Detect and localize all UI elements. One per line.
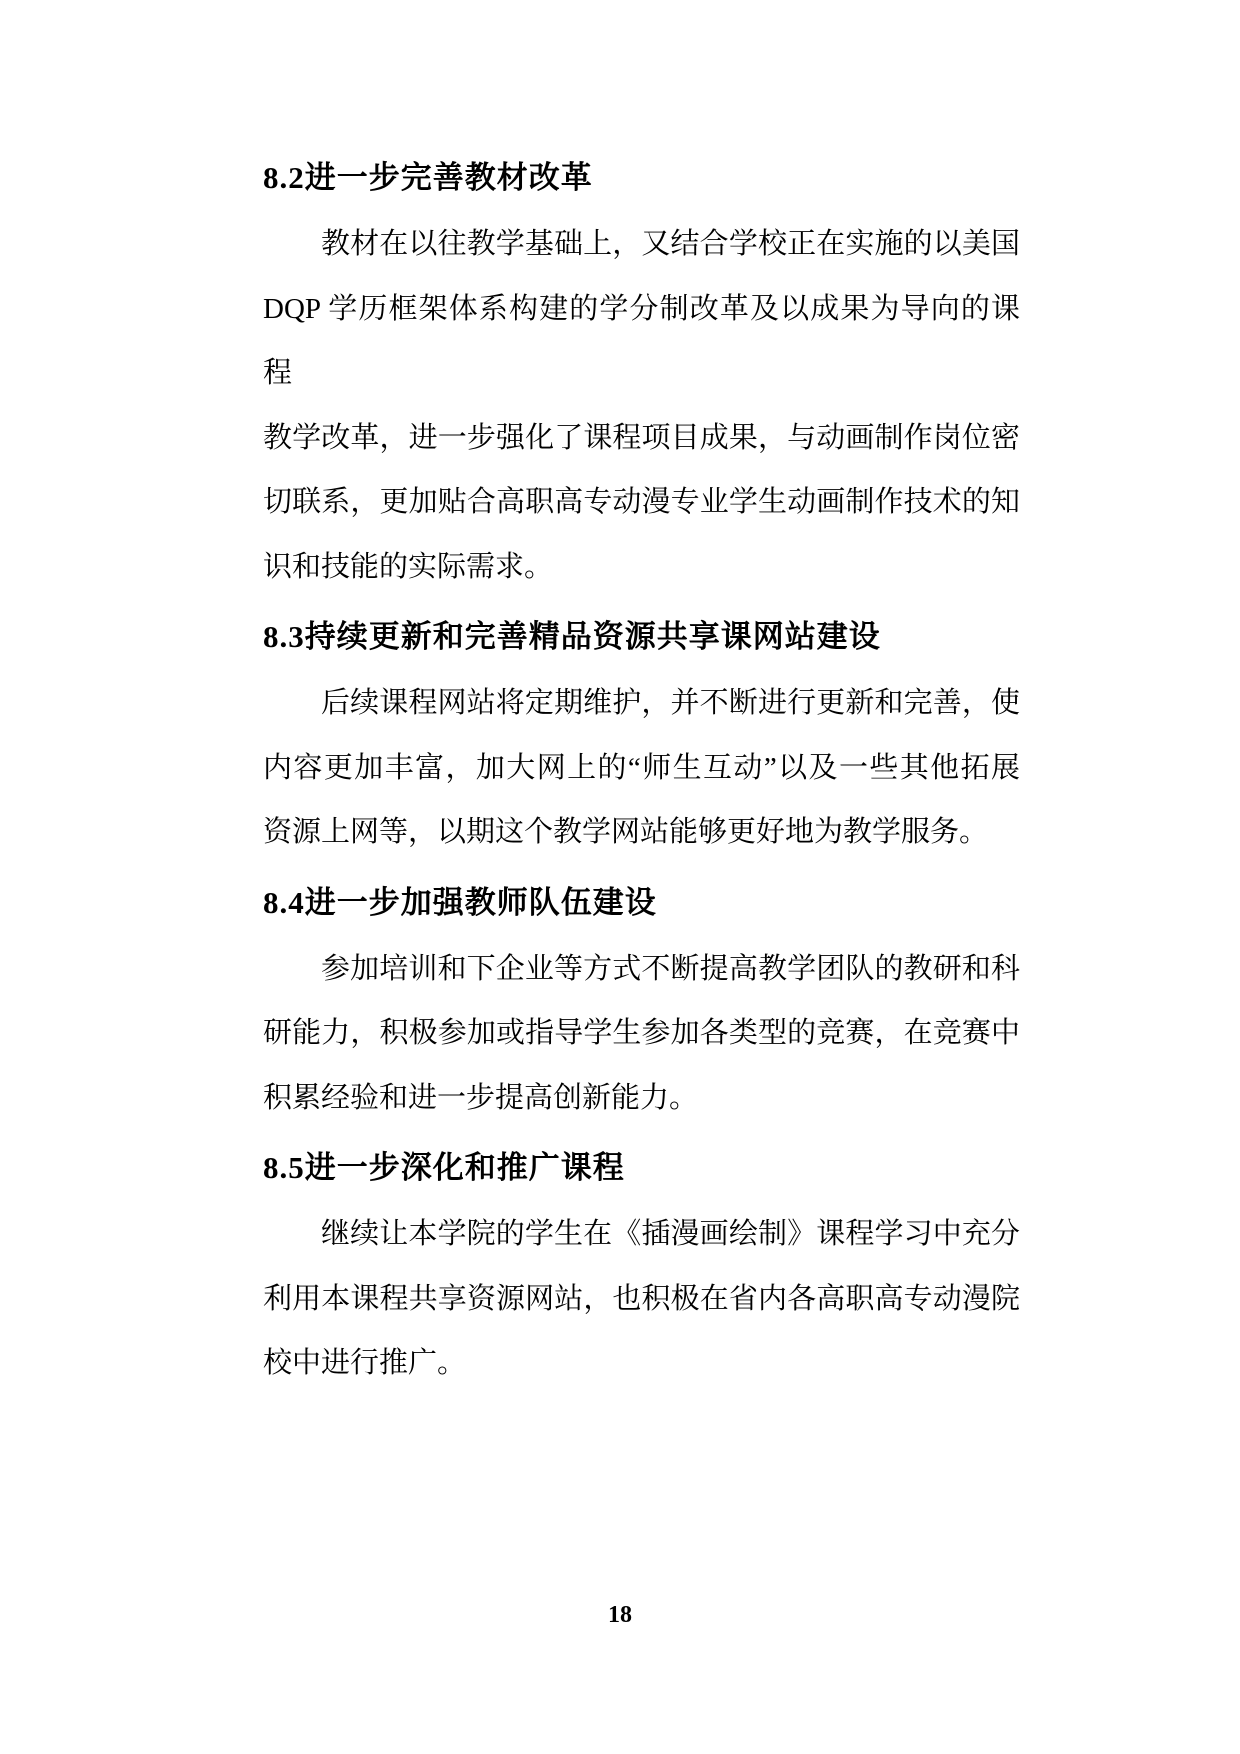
paragraph-line: 内容更加丰富，加大网上的“师生互动”以及一些其他拓展 [263,751,1020,784]
document-content [263,140,1020,1396]
section-heading-8-2: 8.2进一步完善教材改革 [263,160,593,195]
paragraph-line: 教学改革，进一步强化了课程项目成果，与动画制作岗位密 [263,421,1020,454]
paragraph-8-5 [263,1202,1020,1396]
paragraph-line: 资源上网等，以期这个教学网站能够更好地为教学服务。 [263,816,989,848]
paragraph-line: DQP 学历框架体系构建的学分制改革及以成果为导向的课程 [263,292,1020,389]
paragraph-line: 参加培训和下企业等方式不断提高教学团队的教研和科 [321,952,1020,985]
paragraph-line: 继续让本学院的学生在《插漫画绘制》课程学习中充分 [321,1218,1020,1250]
paragraph-line: 利用本课程共享资源网站，也积极在省内各高职高专动漫院 [263,1282,1020,1315]
paragraph-8-4 [263,937,1020,1131]
paragraph-line: 教材在以往教学基础上，又结合学校正在实施的以美国 [321,228,1020,260]
paragraph-line: 校中进行推广。 [263,1347,467,1379]
section-heading-8-3: 8.3持续更新和完善精品资源共享课网站建设 [263,619,881,654]
section-heading-8-5: 8.5进一步深化和推广课程 [263,1150,625,1185]
paragraph-8-3 [263,671,1020,865]
paragraph-line: 积累经验和进一步提高创新能力。 [263,1081,699,1114]
paragraph-line: 研能力，积极参加或指导学生参加各类型的竞赛，在竞赛中 [263,1017,1020,1049]
page-number: 18 [608,1602,632,1628]
paragraph-line: 识和技能的实际需求。 [263,550,554,583]
paragraph-8-2 [263,212,1020,599]
paragraph-line: 切联系，更加贴合高职高专动漫专业学生动画制作技术的知 [263,486,1020,518]
paragraph-line: 后续课程网站将定期维护，并不断进行更新和完善，使 [321,687,1020,719]
section-heading-8-4: 8.4进一步加强教师队伍建设 [263,884,657,920]
